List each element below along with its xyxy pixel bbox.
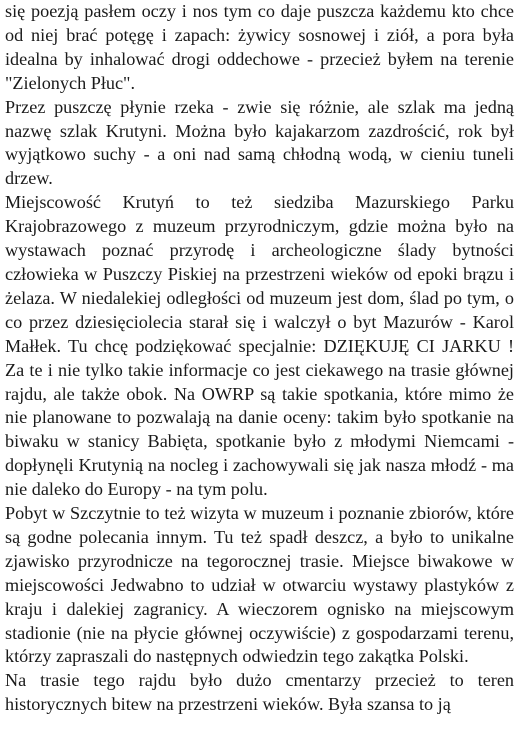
paragraph-cemeteries: Na trasie tego rajdu było dużo cmentarzy przecież to teren historycznych bitew na przestrzeni wieków. Była szansa to ją — [5, 670, 514, 715]
document-page — [5, 0, 514, 717]
paragraph-szczytno-visit: Pobyt w Szczytnie to też wizyta w muzeum i poznanie zbiorów, które są godne polecania innym. Tu też spadł deszcz, a było to unikalne zjawisko przyrodnicze na tegorocznej trasie. Miejsce biwakowe w miejscowości Jedwabno to udział w otwarciu wystawy plastyków z kraju i dalekiej zagranicy. A wieczorem ognisko na miejscowym stadionie (nie na płycie głównej oczywiście) z gospodarzami terenu, którzy zapraszali do następnych odwiedzin tego zakątka Polski. — [5, 503, 514, 667]
paragraph-krutyn-museum: Miejscowość Krutyń to też siedziba Mazurskiego Parku Krajobrazowego z muzeum przyrodniczym, gdzie można było na wystawach poznać przyrodę i archeologiczne ślady bytności człowieka w Puszczy Piskiej na przestrzeni wieków od epoki brązu i żelaza. W niedalekiej odległości od muzeum jest dom, ślad po tym, o co przez dziesięciolecia starał się i walczył o byt Mazurów - Karol Małłek. Tu chcę podziękować specjalnie: DZIĘKUJĘ CI JARKU ! Za te i nie tylko takie informacje co jest ciekawego na trasie głównej rajdu, ale także obok. Na OWRP są takie spotkania, które mimo że nie planowane to pozwalają na danie oceny: takim było spotkanie na biwaku w stanicy Babięta, spotkanie było z młodymi Niemcami - dopłynęli Krutynią na nocleg i zachowywali się jak nasza młodź - ma nie daleko do Europy - na tym polu. — [5, 192, 514, 500]
paragraph-forest-scents: się poezją pasłem oczy i nos tym co daje puszcza każdemu kto chce od niej brać potęgę i zapach: żywicy sosnowej i ziół, a pora była idealna by inhalować drogi oddechowe - przecież byłem na terenie "Zielonych Płuc". — [5, 1, 514, 93]
paragraph-krutynia-river: Przez puszczę płynie rzeka - zwie się różnie, ale szlak ma jedną nazwę szlak Krutyni. Można było kajakarzom zazdrościć, rok był wyjątkowo suchy - a oni nad samą chłodną wodą, w cieniu tuneli drzew. — [5, 96, 514, 189]
